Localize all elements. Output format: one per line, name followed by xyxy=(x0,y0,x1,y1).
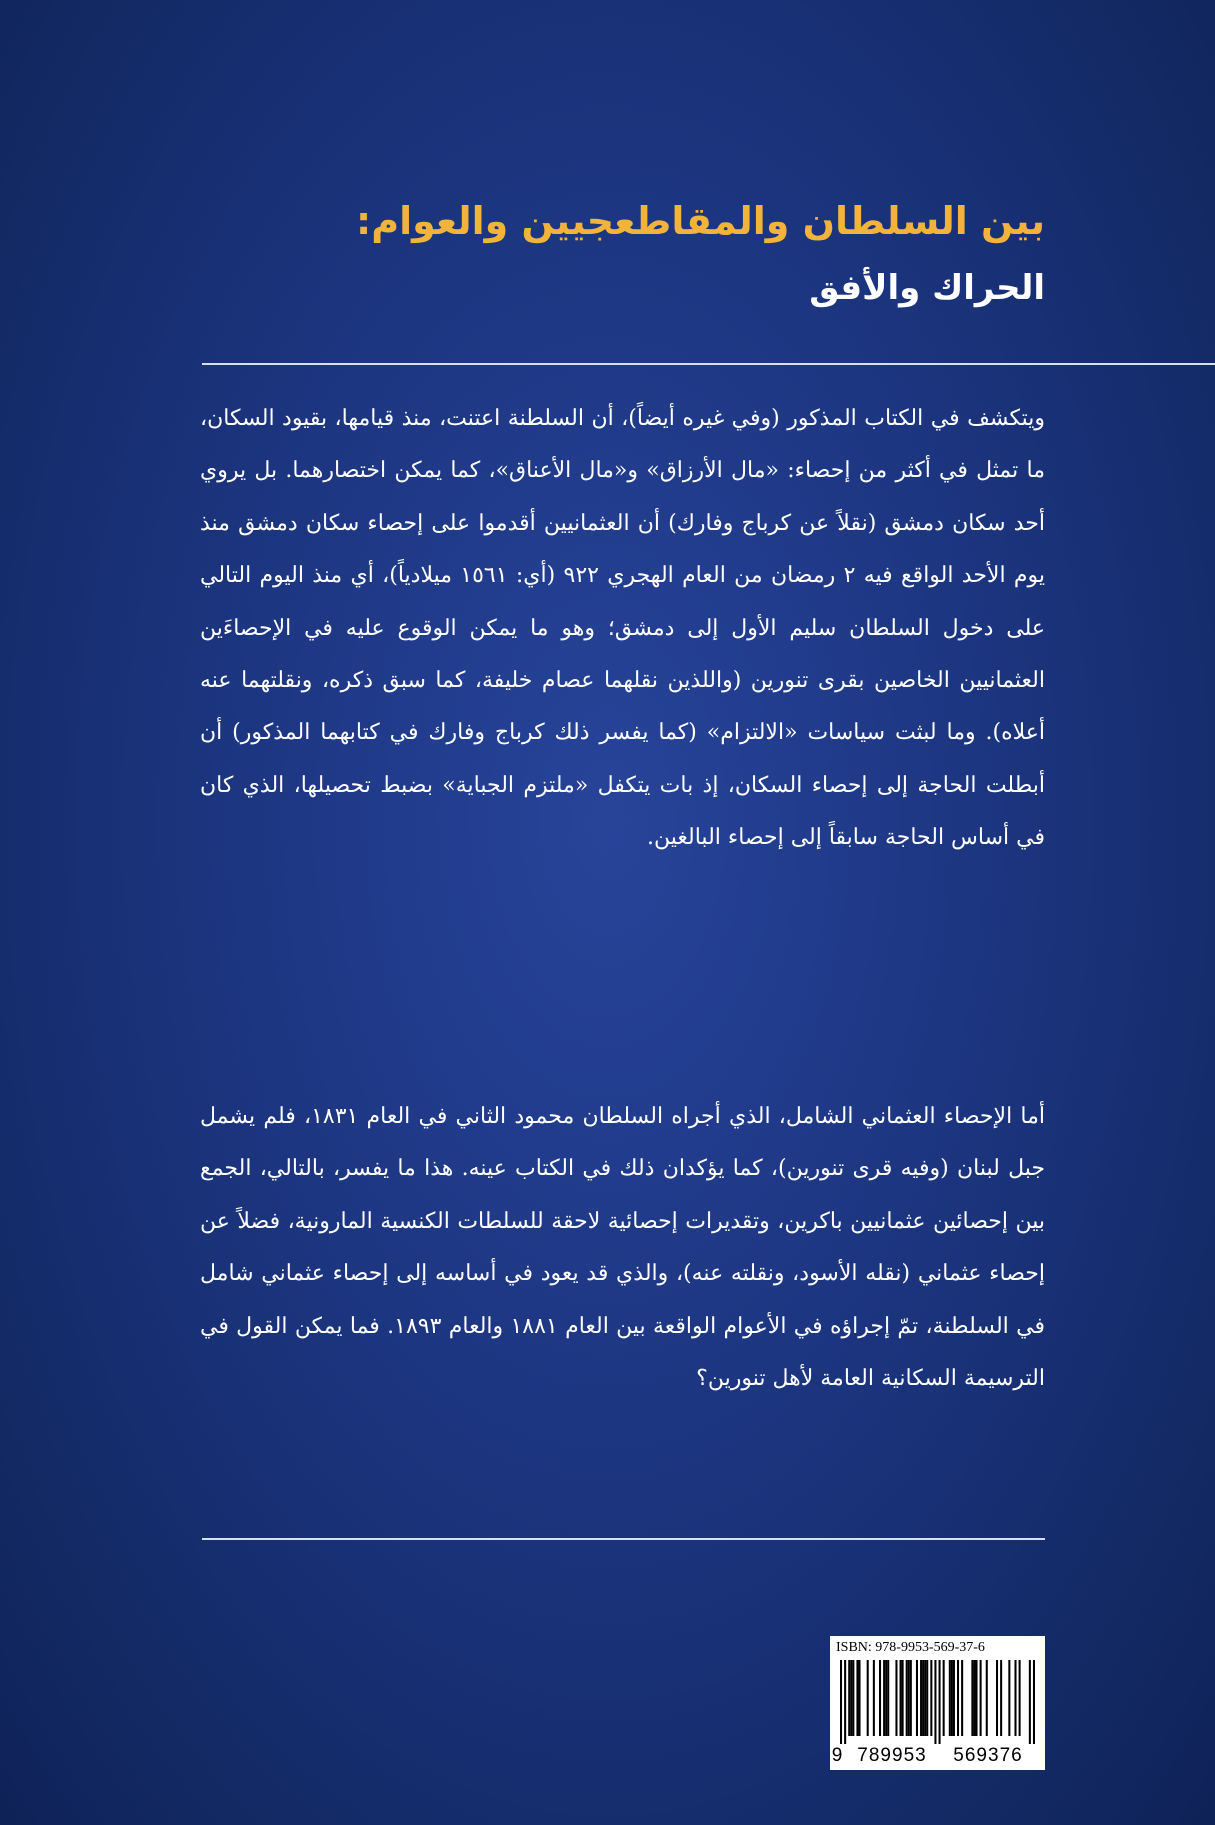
barcode-bar xyxy=(902,1660,904,1736)
barcode-icon xyxy=(840,1660,1035,1744)
barcode-first-digit: 9 xyxy=(831,1745,843,1766)
barcode-bar xyxy=(939,1660,941,1744)
barcode-bar xyxy=(910,1660,912,1736)
barcode-digits xyxy=(830,1746,1045,1766)
barcode-bar xyxy=(840,1660,842,1744)
barcode-bar xyxy=(844,1660,846,1744)
barcode-bar xyxy=(926,1660,928,1736)
barcode-bar xyxy=(975,1660,977,1736)
barcode-bar xyxy=(867,1660,869,1736)
paragraph-text: أما الإحصاء العثماني الشامل، الذي أجراه السلطان محمود الثاني في العام ١٨٣١، فلم يشمل جبل لبنان (وفيه قرى تنورين)، كما يؤكدان ذلك في الكتاب عينه. هذا ما يفسر، بالتالي، الجمع بين إحصائين عثمانيين باكرين، وتقديرات إحصائية لاحقة للسلطات الكنسية المارونية، فضلاً عن إحصاء عثماني (نقله الأسود، ونقلته عنه)، والذي قد يعود في أساسه إلى إحصاء عثماني شامل في السلطنة، تمّ إجراؤه في الأعوام الواقعة بين العام ١٨٨١ والعام ١٨٩٣. فما يمكن القول في الترسيمة السكانية العامة لأهل تنورين؟ xyxy=(200,1104,1045,1392)
barcode-bar xyxy=(908,1660,910,1736)
barcode-bar xyxy=(934,1660,936,1744)
barcode-bar xyxy=(949,1660,951,1736)
barcode-bar xyxy=(961,1660,963,1736)
barcode-left-digits: 789953 xyxy=(857,1745,927,1766)
barcode-bar xyxy=(873,1660,875,1736)
barcode-bar xyxy=(879,1660,881,1736)
barcode-bar xyxy=(856,1660,858,1736)
barcode-bar xyxy=(930,1660,932,1736)
barcode-bar xyxy=(895,1660,897,1736)
barcode-right-digits: 569376 xyxy=(953,1745,1023,1766)
barcode-bar xyxy=(996,1660,998,1736)
bottom-divider xyxy=(202,1538,1045,1540)
barcode-bar xyxy=(1033,1660,1035,1744)
blurb-paragraph-1 xyxy=(200,393,1045,865)
barcode-bar xyxy=(848,1660,850,1736)
isbn-label: ISBN: 978-9953-569-37-6 xyxy=(836,1640,985,1655)
barcode-bar xyxy=(900,1660,902,1736)
isbn-barcode-block xyxy=(830,1636,1045,1770)
barcode-bar xyxy=(943,1660,945,1736)
barcode-bar xyxy=(980,1660,982,1736)
cover-title: بين السلطان والمقاطعجيين والعوام: xyxy=(356,199,1045,243)
barcode-bar xyxy=(920,1660,922,1736)
barcode-bar xyxy=(922,1660,924,1736)
barcode-bar xyxy=(850,1660,852,1736)
barcode-bar xyxy=(883,1660,885,1736)
barcode-bar xyxy=(971,1660,973,1736)
barcode-bar xyxy=(852,1660,854,1736)
barcode-bar xyxy=(1000,1660,1002,1736)
barcode-bar xyxy=(951,1660,953,1736)
barcode-bar xyxy=(1019,1660,1021,1736)
barcode-bar xyxy=(1008,1660,1010,1736)
cover-subtitle: الحراك والأفق xyxy=(809,268,1045,308)
barcode-bar xyxy=(953,1660,955,1736)
barcode-bar xyxy=(887,1660,889,1736)
barcode-bar xyxy=(957,1660,959,1736)
top-divider xyxy=(202,363,1215,365)
barcode-bar xyxy=(1014,1660,1016,1736)
barcode-bar xyxy=(986,1660,988,1736)
barcode-bar xyxy=(973,1660,975,1736)
paragraph-text: ويتكشف في الكتاب المذكور (وفي غيره أيضاً)، أن السلطنة اعتنت، منذ قيامها، بقيود السكان، ما تمثل في أكثر من إحصاء: «مال الأرزاق» و«مال الأعناق»، كما يمكن اختصارهما. بل يروي أحد سكان دمشق (نقلاً عن كرباج وفارك) أن العثمانيين أقدموا على إحصاء سكان دمشق منذ يوم الأحد الواقع فيه ٢ رمضان من العام الهجري ٩٢٢ (أي: ١٥٦١ ميلادياً)، أي منذ اليوم التالي على دخول السلطان سليم الأول إلى دمشق؛ وهو ما يمكن الوقوع عليه في الإحصاءَين العثمانيين الخاصين بقرى تنورين (واللذين نقلهما عصام خليفة، كما سبق ذكره، ونقلتهما عنه أعلاه). وما لبثت سياسات «الالتزام» (كما يفسر ذلك كرباج وفارك في كتابهما المذكور) أن أبطلت الحاجة إلى إحصاء السكان، إذ بات يتكفل «ملتزم الجباية» بضبط تحصيلها، الذي كان في أساس الحاجة سابقاً إلى إحصاء البالغين. xyxy=(200,406,1045,851)
blurb-paragraph-2 xyxy=(200,1091,1045,1405)
barcode-bar xyxy=(885,1660,887,1736)
barcode-bar xyxy=(906,1660,908,1736)
barcode-bar xyxy=(1029,1660,1031,1744)
barcode-bar xyxy=(858,1660,860,1736)
barcode-bar xyxy=(924,1660,926,1736)
barcode-bar xyxy=(916,1660,918,1736)
